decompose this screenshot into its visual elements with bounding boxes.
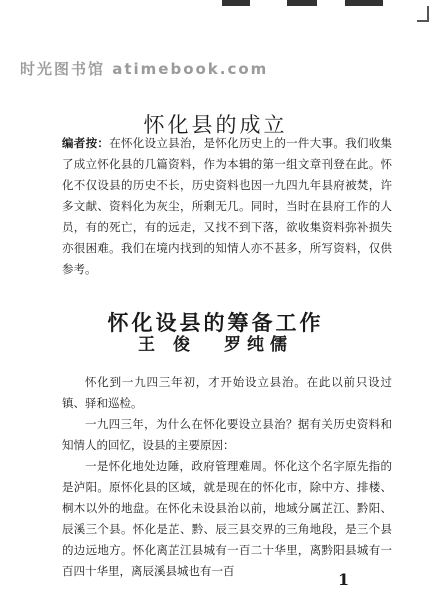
editor-note-text: 在怀化设立县治，是怀化历史上的一件大事。我们收集了成立怀化县的几篇资料，作为本辑的第一组文章刊登在此。怀化不仅设县的历史不长，历史资料也因一九四九年县府被焚，许多文献、资料化为灰尘，所剩无几。同时，当时在县府工作的人员，有的死亡，有的远走，又找不到下落，欲收集资料弥补损失亦很困难。我们在境内找到的知情人亦不甚多，所写资料，仅供参考。: [62, 136, 392, 276]
top-rule-1: [222, 0, 250, 6]
author-name: 王 俊: [138, 335, 196, 355]
section-title: 怀化县的成立: [143, 113, 288, 138]
article-authors: [0, 330, 431, 355]
editor-note: [62, 133, 392, 280]
body-paragraph: 一九四三年，为什么在怀化要设立县治？据有关历史资料和知情人的回忆，设县的主要原因：: [62, 417, 392, 452]
top-rule-2: [287, 0, 317, 6]
top-rule-3: [345, 0, 383, 6]
article-title: 怀化设县的筹备工作: [107, 310, 324, 336]
corner-mark: [417, 6, 429, 22]
body-paragraph: 怀化到一九四三年初，才开始设立县治。在此以前只设过镇、驿和巡检。: [62, 375, 392, 410]
article-body: [62, 372, 392, 582]
body-paragraph: 一是怀化地处边陲，政府管理难周。怀化这个名字原先指的是泸阳。原怀化县的区域，就是现在的怀化市，除中方、排楼、桐木以外的地盘。在怀化未设县治以前，地域分属芷江、黔阳、辰溪三个县。怀化是芷、黔、辰三县交界的三角地段，是三个县的边远地方。怀化离芷江县城有一百二十华里，离黔阳县城有一百四十华里，离辰溪县城也有一百: [62, 459, 392, 578]
watermark: 时光图书馆 atimebook.com: [20, 60, 269, 78]
editor-note-label: 编者按：: [62, 136, 110, 150]
author-name: 罗纯儒: [223, 335, 293, 355]
page-number: 1: [338, 570, 350, 589]
